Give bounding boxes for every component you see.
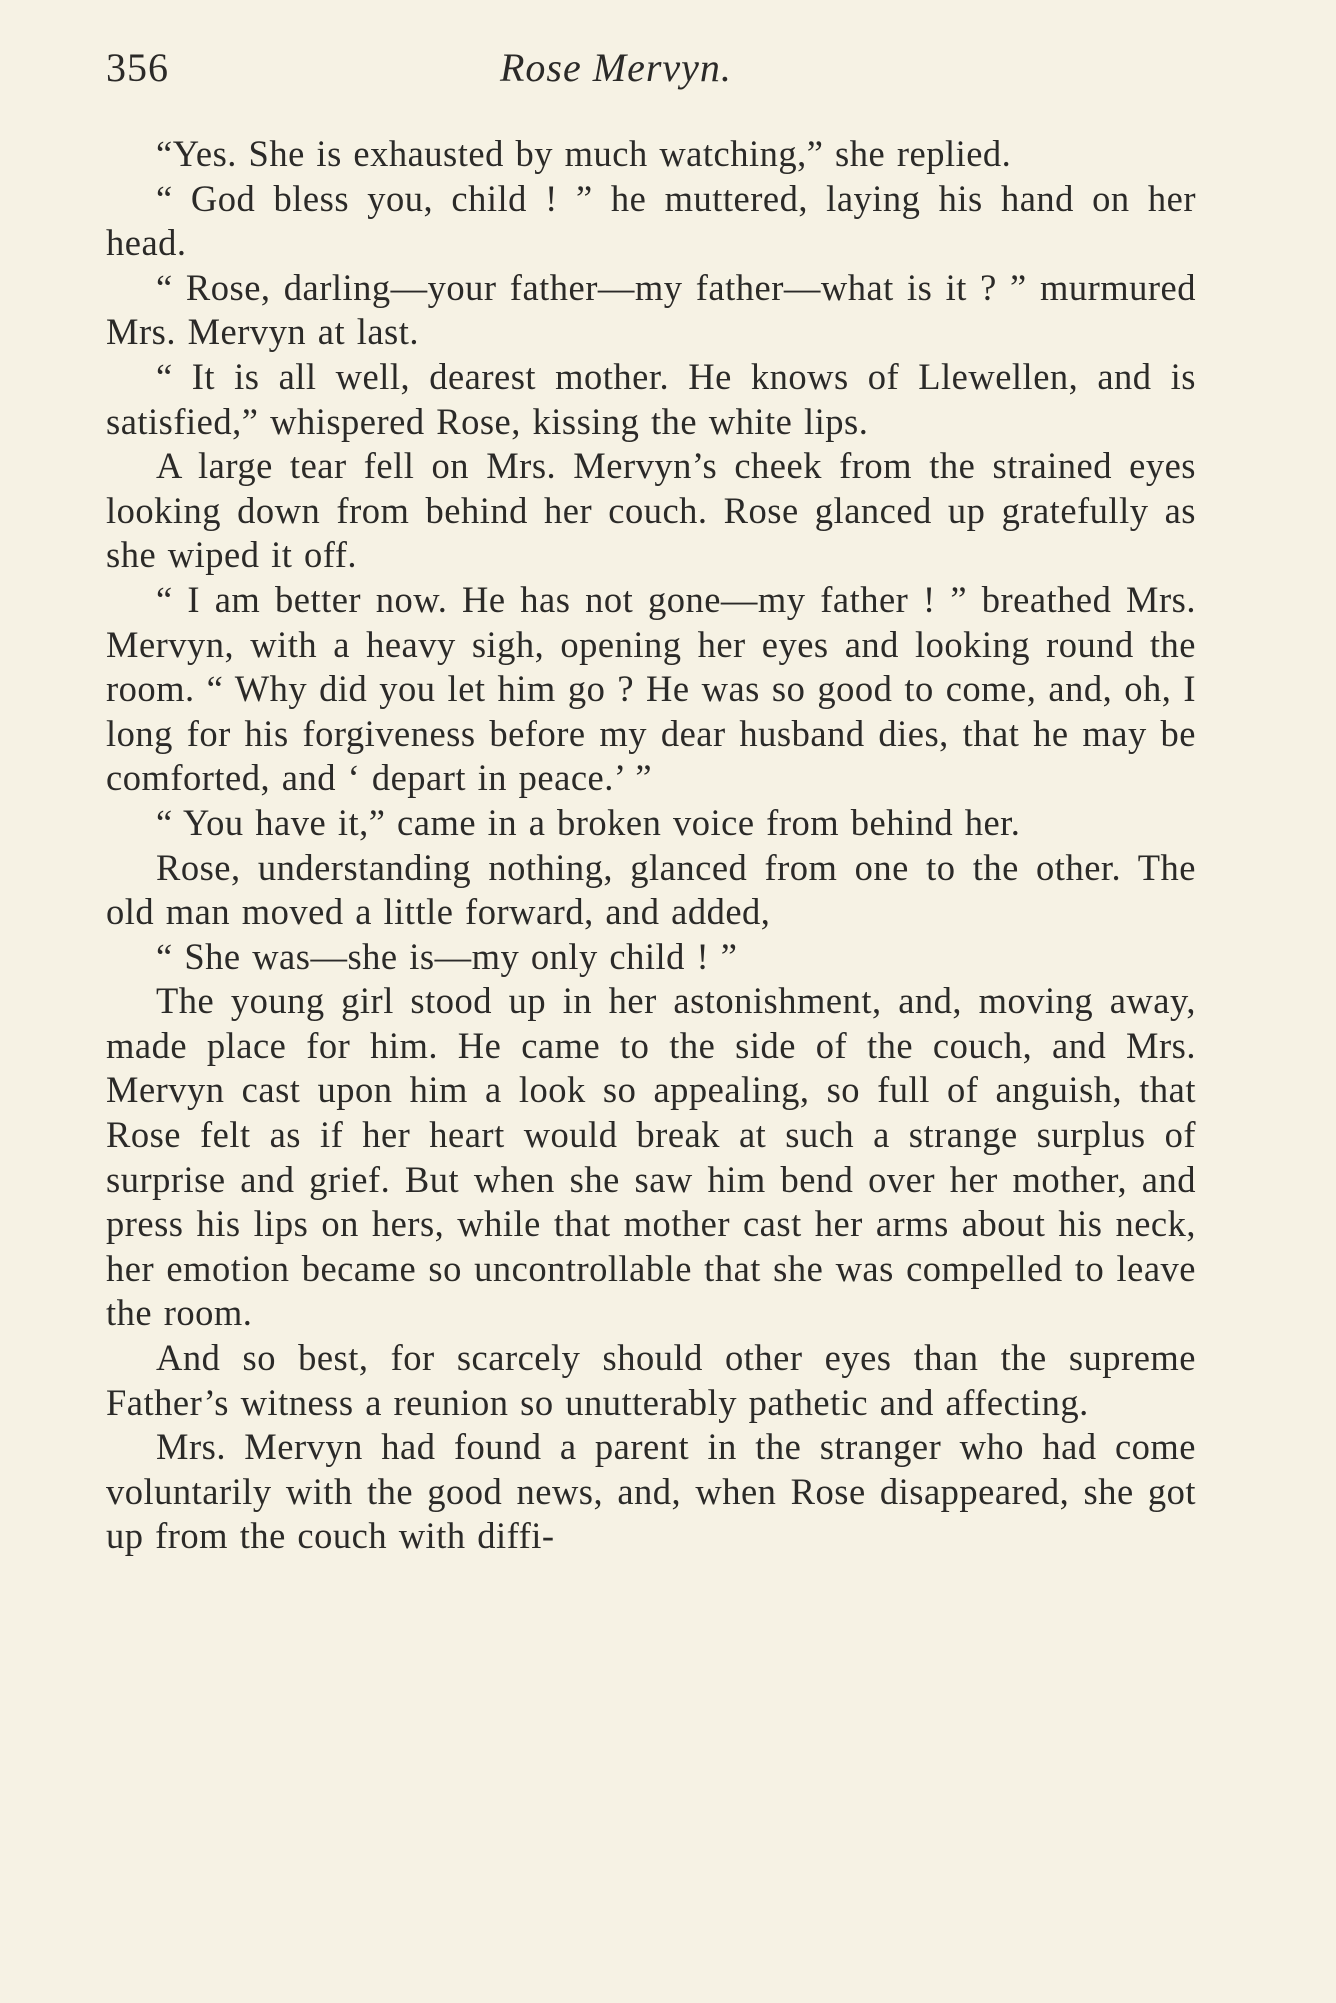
running-head bbox=[106, 44, 1216, 104]
page-number: 356 bbox=[106, 45, 169, 90]
paragraph-1: “Yes. She is exhausted by much watching,” she replied. bbox=[156, 133, 1012, 174]
paragraph-2: “ God bless you, child ! ” he muttered, laying his hand on her head. bbox=[106, 177, 1196, 264]
paragraph-6: “ I am better now. He has not gone—my father ! ” breathed Mrs. Mervyn, with a heavy sigh, opening her eyes and looking round the room. “ Why did you let him go ? He was so good to come, and, oh, I long for his forgiveness before my dear husband dies, that he may be comforted, and ‘ depart in peace.’ ” bbox=[106, 578, 1196, 799]
paragraph-4: “ It is all well, dearest mother. He knows of Llewellen, and is satisfied,” whispered Rose, kissing the white lips. bbox=[106, 355, 1196, 442]
paragraph-9: “ She was—she is—my only child ! ” bbox=[156, 935, 738, 977]
paragraph-11: And so best, for scarcely should other eyes than the supreme Father’s witness a reunion so unutterably pathetic and affecting. bbox=[106, 1337, 1196, 1423]
paragraph-5: A large tear fell on Mrs. Mervyn’s cheek from the strained eyes looking down from behind her couch. Rose glanced up gratefully as she wiped it off. bbox=[106, 445, 1196, 576]
paragraph-10: The young girl stood up in her astonishment, and, moving away, made place for him. He came to the side of the couch, and Mrs. Mervyn cast upon him a look so appealing, so full of anguish, that Rose felt as if her heart would break at such a strange surplus of surprise and grief. But when she saw him bend over her mother, and press his lips on hers, while that mother cast her arms about his neck, her emotion became so uncontrollable that she was compelled to leave the room. bbox=[106, 980, 1196, 1334]
running-title: Rose Mervyn. bbox=[500, 45, 732, 90]
paragraph-7: “ You have it,” came in a broken voice from behind her. bbox=[156, 801, 1021, 843]
paragraph-3: “ Rose, darling—your father—my father—what is it ? ” murmured Mrs. Mervyn at last. bbox=[106, 266, 1196, 353]
paragraph-12: Mrs. Mervyn had found a parent in the stranger who had come voluntarily with the good news, and, when Rose disappeared, she got up from the couch with diffi- bbox=[106, 1426, 1196, 1557]
paragraph-8: Rose, understanding nothing, glanced from one to the other. The old man moved a little forward, and added, bbox=[106, 846, 1196, 933]
body-text bbox=[106, 132, 1196, 1559]
